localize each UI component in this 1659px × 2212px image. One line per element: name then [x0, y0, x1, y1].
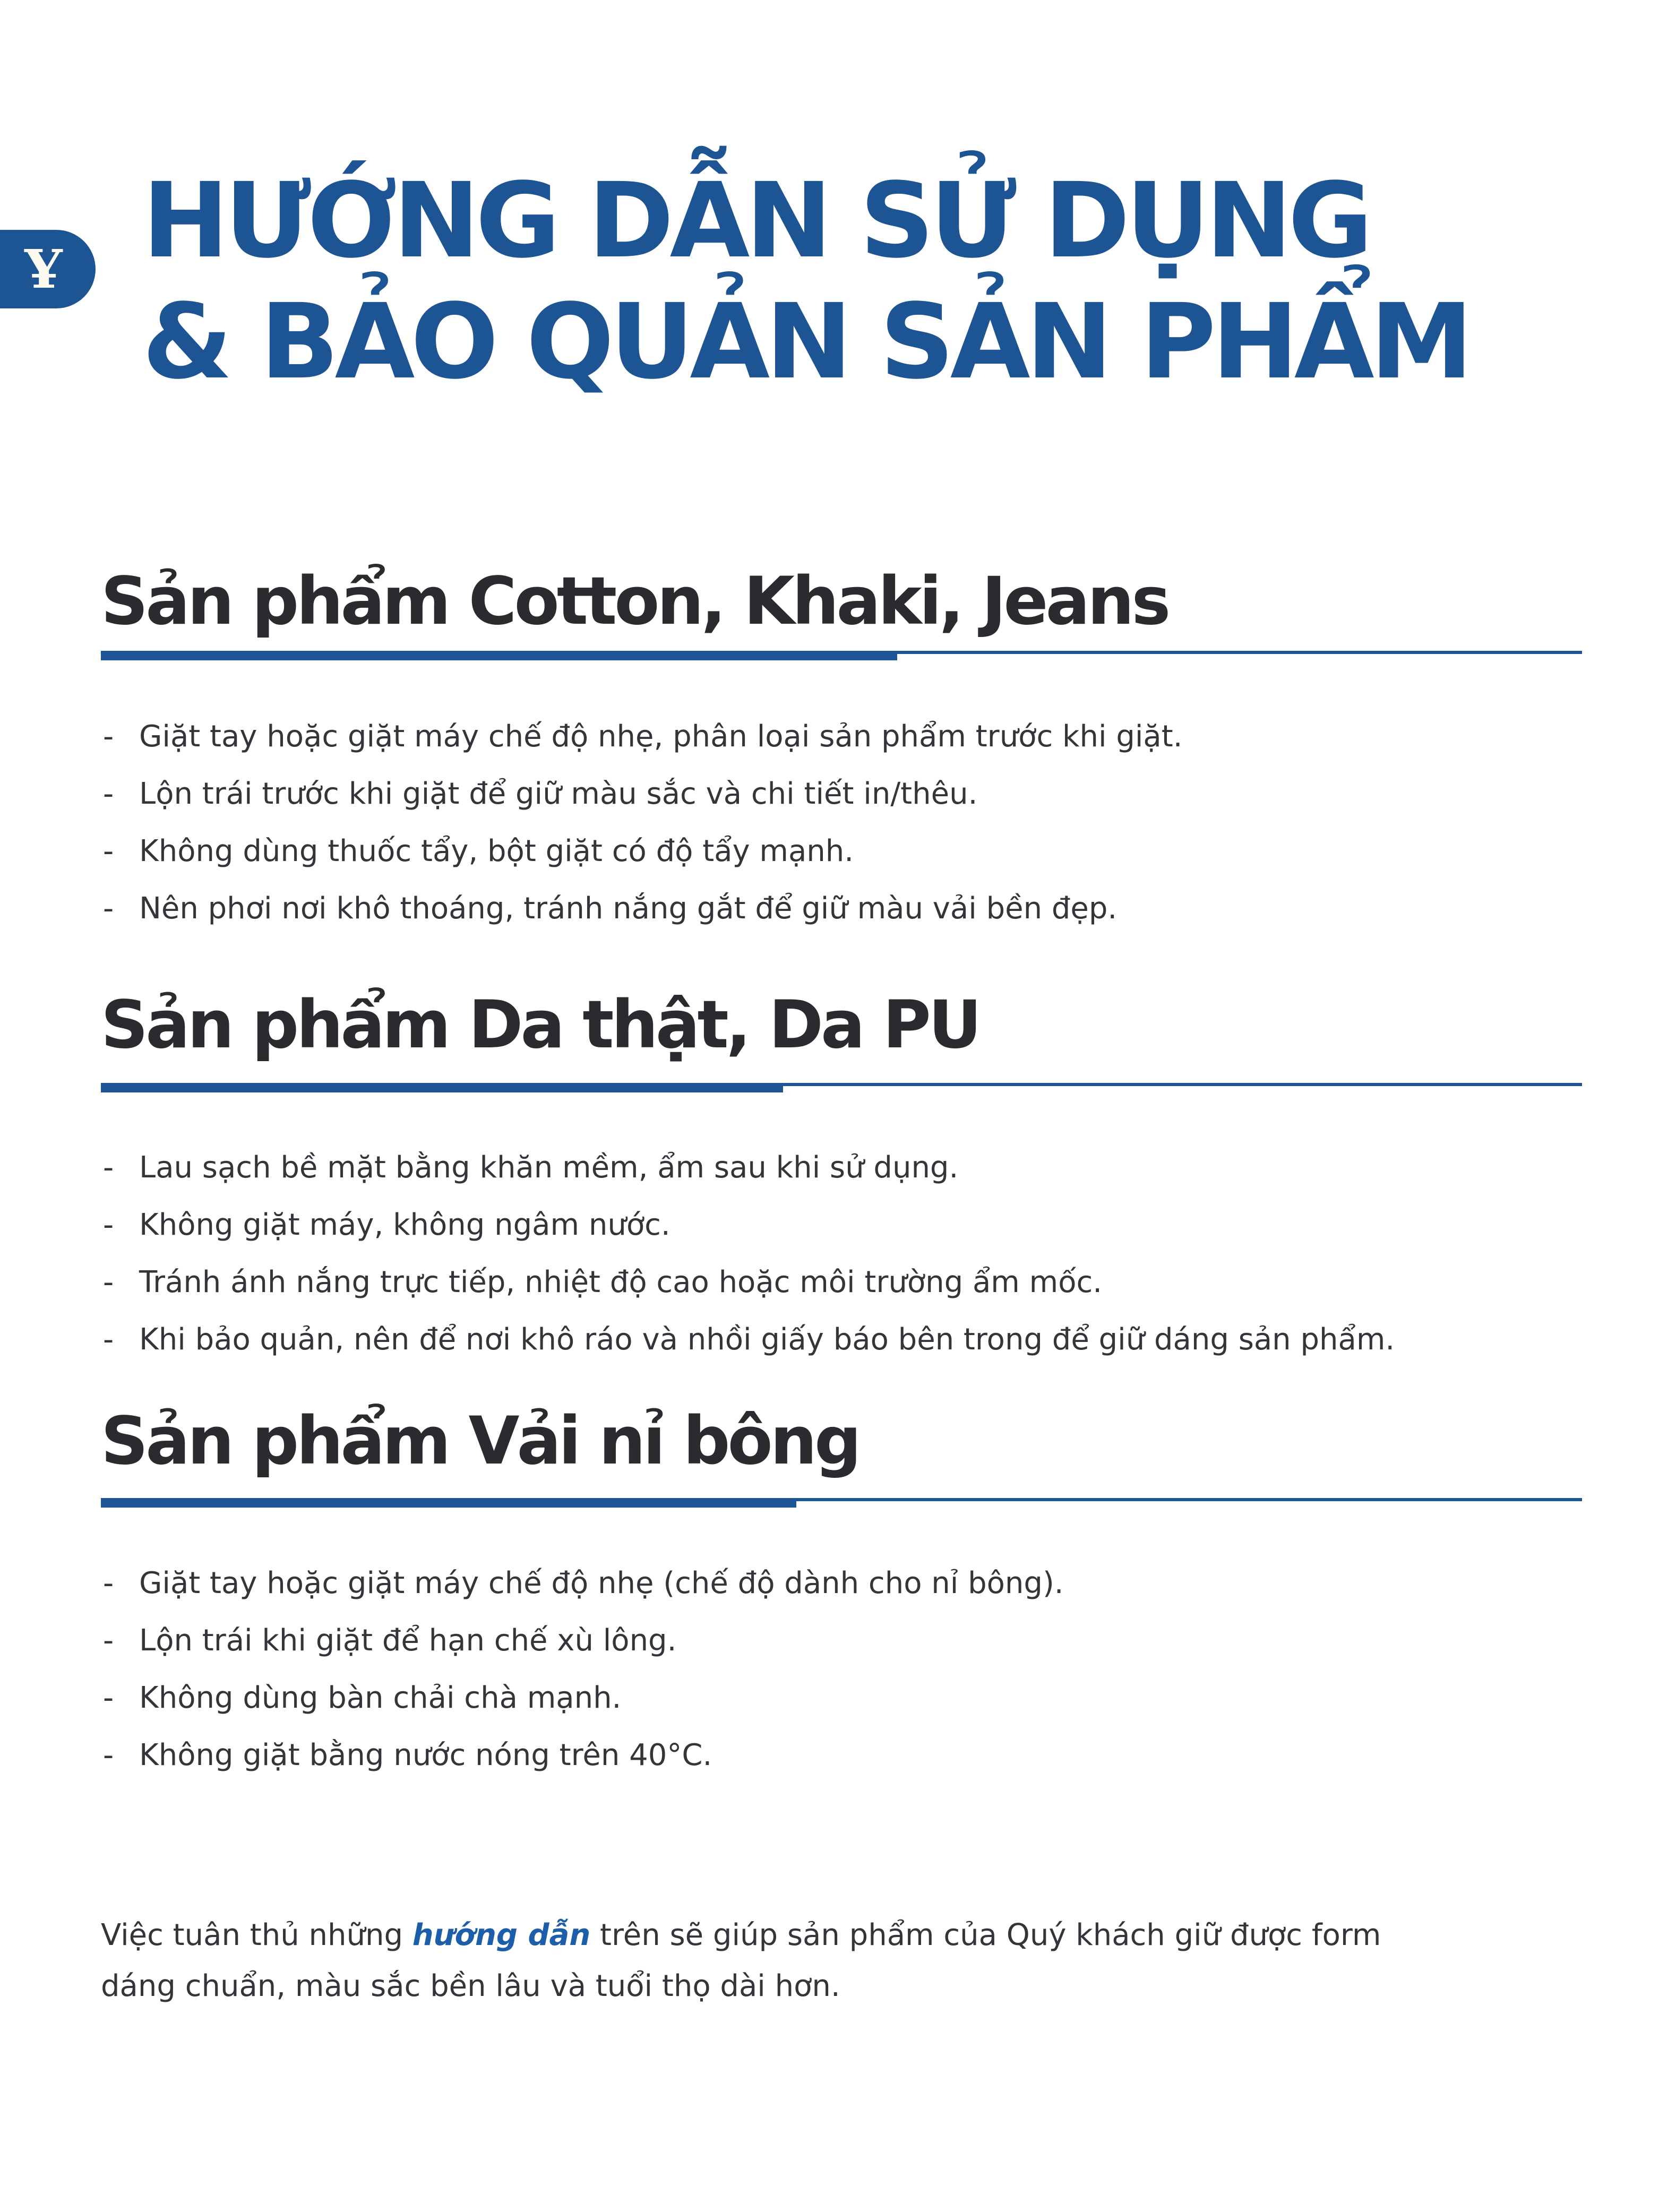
list-item [101, 1669, 1598, 1727]
dash-bullet: - [103, 1566, 114, 1600]
care-list-cotton [101, 708, 1598, 937]
underline-thick-bar [101, 651, 897, 660]
section-heading-vai-ni-bong: Sản phẩm Vải nỉ bông [101, 1403, 859, 1479]
list-item [101, 1254, 1598, 1311]
list-item [101, 1197, 1598, 1254]
list-item-text: Lau sạch bề mặt bằng khăn mềm, ẩm sau khi sử dụng. [139, 1150, 959, 1185]
care-list-fleece [101, 1555, 1598, 1784]
underline-thin-rule [897, 651, 1582, 654]
dash-bullet: - [103, 719, 114, 754]
section-underline [101, 1498, 1582, 1509]
brand-tag-icon [0, 230, 96, 308]
underline-thin-rule [783, 1083, 1582, 1086]
list-item [101, 880, 1598, 937]
list-item [101, 708, 1598, 765]
list-item [101, 1612, 1598, 1669]
care-list-leather [101, 1139, 1598, 1368]
dash-bullet: - [103, 777, 114, 811]
dash-bullet: - [103, 1681, 114, 1715]
underline-thick-bar [101, 1083, 783, 1092]
list-item [101, 1311, 1598, 1368]
list-item [101, 1727, 1598, 1784]
section-heading-da-that-da-pu: Sản phẩm Da thật, Da PU [101, 987, 979, 1063]
underline-thick-bar [101, 1498, 796, 1508]
list-item-text: Giặt tay hoặc giặt máy chế độ nhẹ (chế độ dành cho nỉ bông). [139, 1566, 1064, 1600]
list-item [101, 765, 1598, 823]
list-item-text: Giặt tay hoặc giặt máy chế độ nhẹ, phân loại sản phẩm trước khi giặt. [139, 719, 1183, 754]
dash-bullet: - [103, 891, 114, 926]
list-item-text: Không giặt bằng nước nóng trên 40°C. [139, 1738, 712, 1772]
dash-bullet: - [103, 1322, 114, 1357]
section-underline [101, 1083, 1582, 1094]
footer-note-emphasis: hướng dẫn [412, 1918, 591, 1952]
list-item-text: Lộn trái trước khi giặt để giữ màu sắc và chi tiết in/thêu. [139, 777, 978, 811]
dash-bullet: - [103, 1623, 114, 1658]
list-item-text: Nên phơi nơi khô thoáng, tránh nắng gắt để giữ màu vải bền đẹp. [139, 891, 1118, 926]
list-item [101, 1555, 1598, 1612]
dash-bullet: - [103, 1265, 114, 1299]
footer-note [101, 1910, 1412, 2012]
footer-note-suffix: trên sẽ giúp sản phẩm của Quý khách giữ được form dáng chuẩn, màu sắc bền lâu và tuổi thọ dài hơn. [101, 1918, 1381, 2003]
list-item [101, 823, 1598, 880]
brand-monogram-glyph: Ұ [24, 238, 63, 300]
page-title-line-1: HƯỚNG DẪN SỬ DỤNG [142, 160, 1369, 281]
list-item-text: Lộn trái khi giặt để hạn chế xù lông. [139, 1623, 677, 1658]
list-item [101, 1139, 1598, 1197]
page-title [142, 160, 1469, 402]
dash-bullet: - [103, 1208, 114, 1242]
section-heading-cotton-khaki-jeans: Sản phẩm Cotton, Khaki, Jeans [101, 563, 1168, 640]
footer-note-prefix: Việc tuân thủ những [101, 1918, 412, 1952]
list-item-text: Khi bảo quản, nên để nơi khô ráo và nhồi giấy báo bên trong để giữ dáng sản phẩm. [139, 1322, 1395, 1357]
dash-bullet: - [103, 834, 114, 868]
list-item-text: Tránh ánh nắng trực tiếp, nhiệt độ cao hoặc môi trường ẩm mốc. [139, 1265, 1103, 1299]
underline-thin-rule [796, 1498, 1582, 1501]
list-item-text: Không dùng thuốc tẩy, bột giặt có độ tẩy mạnh. [139, 834, 854, 868]
list-item-text: Không giặt máy, không ngâm nước. [139, 1208, 671, 1242]
list-item-text: Không dùng bàn chải chà mạnh. [139, 1681, 622, 1715]
dash-bullet: - [103, 1150, 114, 1185]
page-title-line-2: & BẢO QUẢN SẢN PHẨM [142, 281, 1469, 402]
dash-bullet: - [103, 1738, 114, 1772]
section-underline [101, 651, 1582, 661]
